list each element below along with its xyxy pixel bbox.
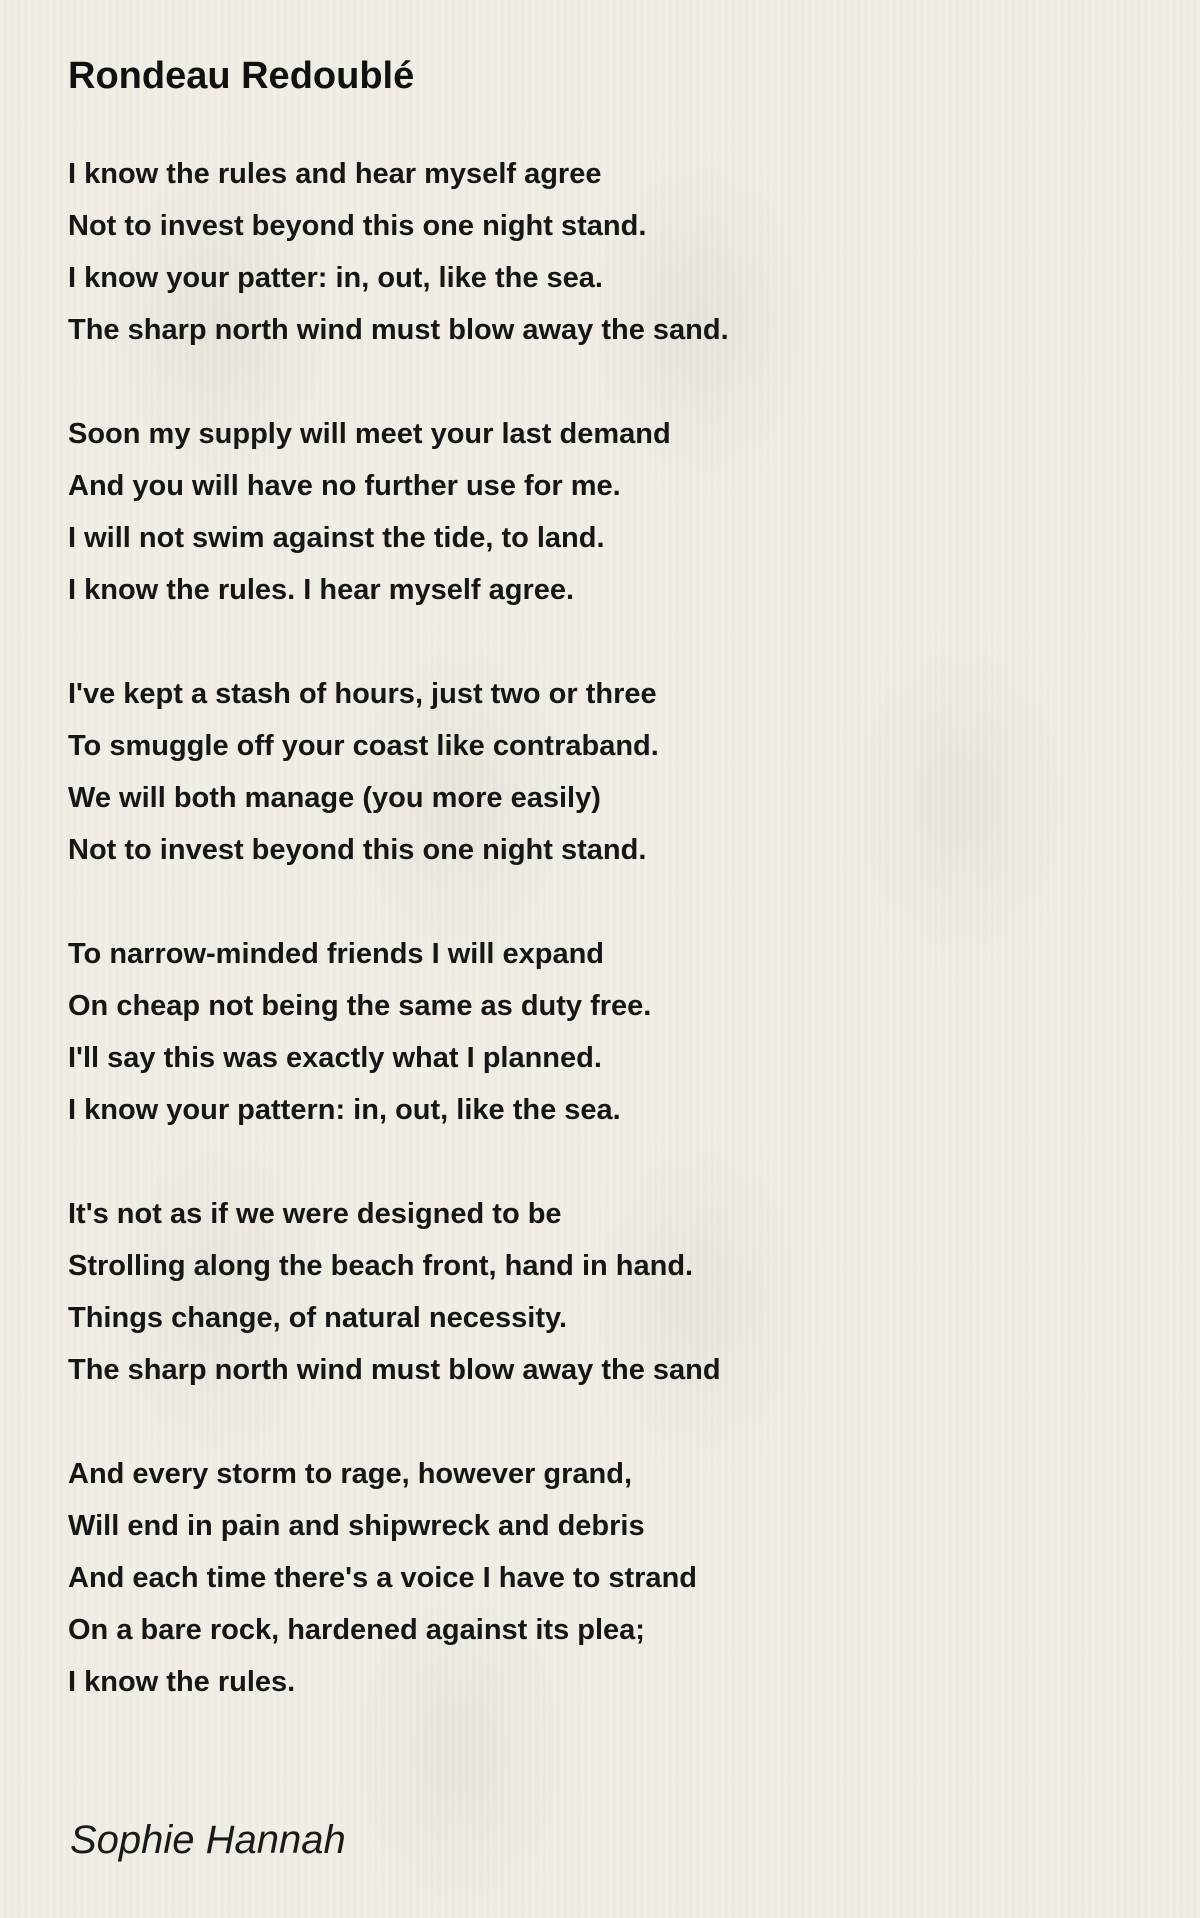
poem-line: I know your pattern: in, out, like the sea. xyxy=(68,1094,621,1126)
stanza-3 xyxy=(68,668,1148,876)
stanza-5 xyxy=(68,1188,1148,1396)
poem-line: I will not swim against the tide, to land. xyxy=(68,522,605,554)
stanza-6 xyxy=(68,1448,1148,1708)
poem-line: On cheap not being the same as duty free. xyxy=(68,990,652,1022)
stanza-1 xyxy=(68,148,1148,356)
poem-line: Things change, of natural necessity. xyxy=(68,1302,568,1334)
poem-line: Strolling along the beach front, hand in hand. xyxy=(68,1250,694,1282)
poem-line: I know the rules and hear myself agree xyxy=(68,158,602,190)
poem-line: And you will have no further use for me. xyxy=(68,470,621,502)
poem-line: To smuggle off your coast like contraband. xyxy=(68,730,659,762)
poem-line: We will both manage (you more easily) xyxy=(68,782,601,814)
stanza-4 xyxy=(68,928,1148,1136)
poem-line: Not to invest beyond this one night stand. xyxy=(68,210,647,242)
poem-line: And every storm to rage, however grand, xyxy=(68,1458,633,1490)
poem-line: Not to invest beyond this one night stand. xyxy=(68,834,647,866)
poem-body xyxy=(68,148,1148,1760)
poem-line: I know the rules. xyxy=(68,1666,296,1698)
poem-line: Will end in pain and shipwreck and debris xyxy=(68,1510,645,1542)
poem-line: I'll say this was exactly what I planned. xyxy=(68,1042,602,1074)
poem-line: I've kept a stash of hours, just two or three xyxy=(68,678,657,710)
poem-line: I know your patter: in, out, like the sea. xyxy=(68,262,603,294)
poem-line: To narrow-minded friends I will expand xyxy=(68,938,605,970)
poem-line: On a bare rock, hardened against its plea; xyxy=(68,1614,645,1646)
poem-author: Sophie Hannah xyxy=(70,1818,346,1862)
poem-line: Soon my supply will meet your last demand xyxy=(68,418,671,450)
poem-line: I know the rules. I hear myself agree. xyxy=(68,574,575,606)
stanza-2 xyxy=(68,408,1148,616)
poem-line: And each time there's a voice I have to strand xyxy=(68,1562,697,1594)
poem-title: Rondeau Redoublé xyxy=(68,55,415,97)
poem-line: It's not as if we were designed to be xyxy=(68,1198,562,1230)
poem-line: The sharp north wind must blow away the sand xyxy=(68,1354,721,1386)
poem-line: The sharp north wind must blow away the sand. xyxy=(68,314,729,346)
